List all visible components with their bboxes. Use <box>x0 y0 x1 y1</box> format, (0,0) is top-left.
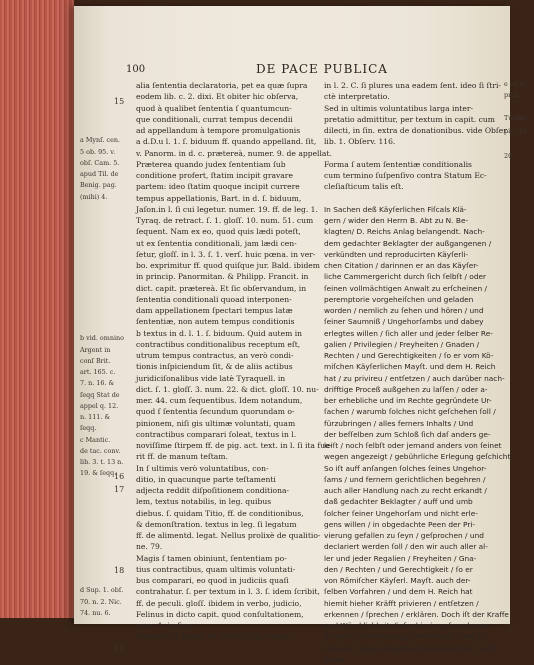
right-column-line <box>324 193 504 204</box>
left-column-line: Felinus in dicto capit. quod conſultationem, <box>136 609 304 619</box>
left-margin-note: de tac. conv. <box>80 446 121 455</box>
right-column-line: dilecti, in ſin. extra de donationibus. vide Obſer. <box>324 126 509 135</box>
right-column-line: daß gedachter Beklagter / auff und umb <box>324 497 473 507</box>
left-column-line: tius contractibus, quam ultimis voluntati- <box>136 564 296 574</box>
right-column-line: hat / zu privireu / entſetzen / auch darüber nach- <box>324 373 505 383</box>
left-column-line: dict. capit. prætereà. Et ſic obſervandum, in <box>136 283 307 293</box>
right-column-line: cum termino ſuſpenſivo contra Statum Ec- <box>324 171 487 180</box>
left-column-line: Tyraq. de retract. ſ. 1. gloſſ. 10. num. 51. cum <box>136 216 314 225</box>
left-margin-note: ſeqq Stat de <box>80 390 120 399</box>
left-margin-note: Benig. pag. <box>80 181 117 190</box>
right-column-line: erlegtes willen / ſich aller und jeder ſelber Re- <box>324 328 493 338</box>
left-column-line: ſequent. Nam ex eo, quod quis lædi poteſt, <box>136 227 301 237</box>
left-margin-note: appel q. 12. <box>80 401 119 410</box>
left-column-line: ditio, in quacunque parte teſtamenti <box>136 474 276 484</box>
left-column-line: que conditionali, currat tempus decendii <box>136 114 293 124</box>
left-margin-note: b vid. omnino <box>80 334 124 343</box>
right-margin-note: 20 <box>504 152 513 160</box>
left-column-line: In ſ ultimis verò voluntatibus, con- <box>136 463 269 473</box>
left-column-line: tionis inſpiciendum ſit, & de aliis actibus <box>136 362 293 372</box>
right-column-line: drifftige Proceß außgehen zu laſſen / oder a- <box>324 384 488 394</box>
right-column-line: von Römiſcher Käyſerl. Mayſt. auch der- <box>324 576 471 585</box>
right-column-line: gern / wider den Herrn B. Abt zu N. Be- <box>324 216 469 225</box>
right-column-line: erkennen / ſprechen / erklären. Doch iſt der Kraffe <box>324 609 509 619</box>
right-column-line: ſechs <box>324 654 344 664</box>
right-column-line: worden / nemlich zu ſehen und hören / und <box>324 306 484 315</box>
right-column-line: und Würcklichkeit dieſer hierin geſprochener <box>324 621 489 630</box>
right-margin-note: pin. 18. <box>504 127 529 136</box>
left-column-line: & demonſtration. textus in leg. ſi legatum <box>136 519 297 529</box>
left-column-line: quod à qualibet ſententia ſ quantumcun- <box>136 103 292 113</box>
left-margin-number: 18 <box>114 566 125 575</box>
right-column-line: lib. 1. Obſerv. 116. <box>324 137 396 147</box>
left-column-line: tempus appellationis, Bart. in d. ſ. biduum, <box>136 193 302 203</box>
right-column-line: cleſiaſticum talis eſt. <box>324 182 404 192</box>
right-column-line: gens willen / in obgedachte Peen der Pri- <box>324 519 476 529</box>
right-column-line: vierung gefallen zu ſeyn / geſprochen / und <box>324 531 484 540</box>
left-column-line: num. 1. in fine. <box>136 621 195 630</box>
right-column-line: auch aller Handlung nach zu recht erkandt / <box>324 486 487 495</box>
left-column-line: diebus. ſ. quidam Titio, ff. de conditionibus, <box>136 508 304 518</box>
left-column-line: dict. ſ. 1. gloſſ. 3. num. 22. & dict. gloſſ. 10. nu- <box>136 384 319 394</box>
left-column-line: contrahatur. ſ. per textum in l. 3. ſ. idem ſcribit, <box>136 587 320 597</box>
left-column-line: ne. 79. <box>136 542 163 552</box>
left-margin-note: c Mantic. <box>80 435 111 444</box>
book-page <box>74 6 529 664</box>
left-margin-note: lib. 3. t. 13 n. <box>80 458 124 466</box>
left-margin-note: conſ Brit. <box>80 356 111 365</box>
left-column-line: bus comparari, eo quod in judiciis quaſi <box>136 576 289 585</box>
left-margin-note: 7. n. 16. & <box>80 379 115 388</box>
left-column-line: noviſſime ſtirpem ff. de pig. act. text. in l. ſi ita fue- <box>136 441 333 450</box>
left-column <box>136 80 333 643</box>
right-column-line: ler und jeder Regalien / Freyheiten / Gna- <box>324 553 477 563</box>
left-margin-note: apud Til. de <box>80 170 119 178</box>
right-column-line: peremptorie vorgeheiſchen und geladen <box>324 294 474 304</box>
left-column-line: mer. 44. cum ſequentibus. Idem notandum, <box>136 396 303 405</box>
left-column-line: ff. de alimentd. legat. Nellus prolixè de qualitio- <box>136 531 321 540</box>
left-column-line: ad appellandum à tempore promulgationis <box>136 126 301 135</box>
left-column-line: b textus in d. l. 1. ſ. biduum. Quid autem in <box>136 328 303 338</box>
left-margin-number: 15 <box>114 96 125 106</box>
left-column-line: a d.D.u l. 1. ſ. biduum ff. quando appelland. ſit, <box>136 137 317 147</box>
right-column-line: ber erhebliche und im Rechte gegründete Ur- <box>324 396 492 405</box>
right-column-line: In Sachen deß Käyſerlichen Fiſcals Klä- <box>324 204 467 214</box>
right-margin-note: Turtan. <box>504 113 528 122</box>
left-column-line: Sententia ſ autem eſt ſtricti juris, textus <box>136 632 290 642</box>
right-column-line: fürzubringen / alles ferners Inhalts / Und <box>324 418 474 428</box>
left-column-line: v. Panorm. in d. c. prætereà, numer. 9. de appellat. <box>136 148 332 158</box>
left-column-line: rit ff. de manum teſtam. <box>136 452 228 462</box>
right-column-line: der beſſelben zum Schloß ſich daſ anders ge- <box>324 429 491 439</box>
right-column-line: dem gedachter Beklagter der außgangenen / <box>324 238 492 248</box>
right-column-line: declariert werden ſoll / den wir auch aller al- <box>324 542 488 552</box>
left-column-line: lem, textus notabilis, in leg. quibus <box>136 497 272 507</box>
left-column-line: in princip. Panormitan. & Philipp. Francit. in <box>136 272 309 282</box>
left-column-line: quod ſ ſententia ſecundum quorundam o- <box>136 407 295 417</box>
right-column-line: verkündten und reproducirten Käyſerli- <box>324 249 469 259</box>
left-column-line: alia ſententia declaratoria, pet ea quæ ſupra <box>136 81 308 90</box>
left-margin-note: 70. n. 2. Nic. <box>80 597 122 606</box>
right-column-line: galien / Privilegien / Freyheiten / Gnaden / <box>324 339 480 349</box>
running-head: DE PACE PUBLICA <box>256 62 388 76</box>
right-column-line: Privation / Entſetzung / Erkendtnuß / und Er- <box>324 632 488 642</box>
right-column-line: ſolcher ſeiner Ungehorſam und nicht erle- <box>324 508 478 518</box>
page-number: 100 <box>126 64 146 75</box>
left-column-line: ut ex ſententia conditionali, jam lædi cen- <box>136 238 297 248</box>
left-column-line: contractibus conditionalibus receptum eſt, <box>136 339 301 349</box>
right-column-line: Rechten / und Gerechtigkeiten / ſo er vom Kö- <box>324 351 494 360</box>
left-margin-note: a Mynſ. cen. <box>80 136 121 145</box>
right-column-line: ſelben Vorfahren / und dem H. Reich hat <box>324 587 473 597</box>
right-column-line: ctè interpretatio. <box>324 92 390 102</box>
right-column-line: chen Citation / darinnen er an das Käyſer- <box>324 261 479 270</box>
left-margin-note: Argent in <box>80 345 111 354</box>
left-column-line: eodem lib. c. 2. dixi. Et obiter hic obſerva, <box>136 92 299 102</box>
right-column-line: Sed in ultimis voluntatibus larga inter- <box>324 103 474 113</box>
left-column-line: contractibus comparari ſoleat, textus in l. <box>136 429 297 439</box>
left-margin-note: 5 ob. 95. v. <box>80 147 116 156</box>
right-column-line: wegen angezeigt / gebührliche Erlegung geſchicht: <box>324 452 513 462</box>
left-column-line: adjecta reddit diſpoſitionem conditiona- <box>136 486 290 495</box>
left-margin-note: ſeqq. <box>80 424 97 433</box>
left-column-line: ſententiæ, non autem tempus conditionis <box>136 317 295 327</box>
right-column-line: ſeiner Saumniß / Ungehorſambs und dabey <box>324 317 484 327</box>
right-column-line: ſams / und fernern gerichtlichen begehren / <box>324 474 486 484</box>
left-margin-note: art. 165. c. <box>80 368 116 376</box>
right-column-line: in l. 2. C. ſi plures una eadem ſent. ideo ſi ſtri- <box>324 81 501 90</box>
left-margin-note: n. 111. & <box>80 413 111 421</box>
right-margin-note: e ex iti <box>504 80 526 88</box>
right-column-line: liche Cammergericht durch ſich ſelbſt / oder <box>324 272 487 282</box>
right-column-line: Forma ſ autem ſententiæ conditionalis <box>324 159 472 169</box>
left-column-line: bo. exprimitur ff. quod quiſque jur. Bald. ibidem <box>136 261 321 270</box>
left-column-line: Jaſon.in l. ſi cui legetur. numer. 19. ff. de leg. 1. <box>136 204 318 214</box>
left-column-line: partem: ideo ſtatim quoque incipit currere <box>136 182 300 192</box>
right-column-line: leiſt / noch ſelbſt oder jemand anders von ſeinet <box>324 441 502 450</box>
left-margin-number: 17 <box>114 485 125 494</box>
left-column-line: conditione profert, ſtatim incipit gravare <box>136 171 293 180</box>
left-column-line: dam appellationem ſpectari tempus latæ <box>136 306 293 315</box>
left-column-line: utrum tempus contractus, an verò condi- <box>136 351 294 360</box>
right-column-line: ſeinen vollmächtigen Anwalt zu erſcheinen / <box>324 283 487 293</box>
left-margin-note: (mihi) 4. <box>80 192 108 201</box>
left-margin-number: 16 <box>114 471 125 481</box>
right-column-line <box>324 148 504 159</box>
left-column-line: ff. de peculi. gloſſ. ibidem in verbo, judicio, <box>136 598 302 608</box>
right-column-line: den / Rechten / und Gerechtigkeit / ſo er <box>324 564 473 574</box>
right-column-line: pretatio admittitur, per textum in capit. cum <box>324 114 495 124</box>
right-margin-note: prou. <box>504 91 522 100</box>
left-column-line: juridiciſonalibus vide latè Tyraquell. in <box>136 373 286 383</box>
right-column-line: So iſt auff anſangen ſolches ſeines Ungehor- <box>324 463 487 473</box>
left-column-line: Præterea quando judex ſententiam ſub <box>136 159 286 169</box>
left-margin-note: obſ. Cam. 5. <box>80 158 120 167</box>
left-margin-note: d Sup. 1. obſ. <box>80 586 124 595</box>
left-margin-note: 19. & ſeqq. <box>80 469 117 478</box>
right-column-line: klagten/ D. Reichs Anlag belangendt. Nach- <box>324 227 485 237</box>
left-column-line: pinionem, niſi gis ultimæ voluntati, quam <box>136 418 296 428</box>
left-column-line: Magis ſ tamen obiniunt, ſententiam po- <box>136 553 287 563</box>
left-column-line: ſetur, gloſſ. in l. 3. ſ. 1. verſ. huic pœna. in ver- <box>136 249 316 259</box>
right-column-line: ſachen / warumb ſolches nicht geſchehen ſoll / <box>324 407 496 417</box>
right-column-line: klärung / gegen obgedachten Beklagten / auff <box>324 643 495 653</box>
right-column-line: hiemit hieher Kräfft privieren / entſetzen / <box>324 598 479 608</box>
left-column-line: ſententia conditionali quoad interponen- <box>136 294 292 304</box>
right-column-line: miſchen Käyſerlichen Mayſt. und dem H. Reich <box>324 362 496 372</box>
left-margin-number: 19 <box>114 644 125 654</box>
left-margin-note: 74. nu. 6. <box>80 608 111 617</box>
